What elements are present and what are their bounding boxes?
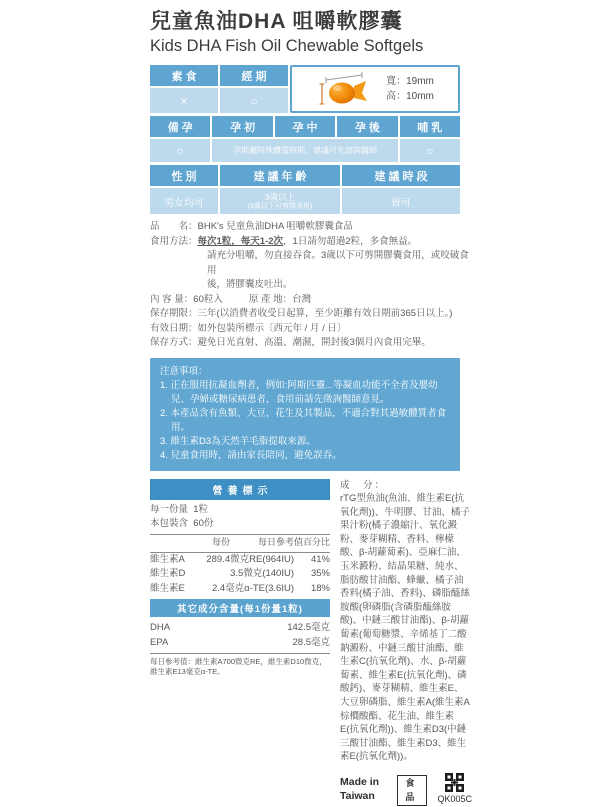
veg-header: 素食 xyxy=(150,65,218,86)
product-code: QK005C xyxy=(437,793,472,804)
nutrient-amount: 28.5毫克 xyxy=(292,637,330,648)
notice-item-4: 4. 兒童食用時，請由家長陪同，避免誤吞。 xyxy=(160,449,342,461)
nutrient-dv: 18% xyxy=(310,582,330,594)
time-value: 皆可 xyxy=(342,188,460,214)
info-line-storage xyxy=(150,336,470,351)
notice-item-3: 3. 維生素D3為天然羊毛脂提取來源。 xyxy=(160,435,316,447)
age-value-line1: 3歲以上 xyxy=(264,191,296,202)
nutrient-amount: 142.5毫克 xyxy=(287,622,330,633)
nutrition-column-headers xyxy=(150,535,330,549)
usage-dosage: 每次1粒，每天1-2次 xyxy=(197,235,284,247)
origin-label: 原 產 地： xyxy=(248,293,293,305)
nursing-header: 哺乳 xyxy=(400,116,460,137)
nutrient-dv: 35% xyxy=(310,568,330,579)
divider xyxy=(150,653,330,654)
product-info xyxy=(150,220,470,351)
product-title-zh: 兒童魚油DHA 咀嚼軟膠囊 xyxy=(150,10,403,33)
prep-pregnancy-header: 備孕 xyxy=(150,116,210,137)
pregnancy-note: 孕期屬特殊體質時期，建議可先諮詢醫師 xyxy=(212,139,397,162)
serving-label: 每一份量 xyxy=(150,503,189,515)
usage-rest: ，1日請勿超過2粒，多食無益。 xyxy=(283,235,418,247)
nutrient-name: EPA xyxy=(150,637,169,648)
daily-pct-header: 每日參考值百分比 xyxy=(257,536,330,547)
suitability-table-1 xyxy=(150,65,460,113)
notice-item-1: 1. 正在服用抗凝血劑者，例如:阿斯匹靈...等凝血功能不全者及嬰幼兒、孕婦或糖尿病患者，食用前請先徵詢醫師意見。 xyxy=(160,379,438,405)
made-in-taiwan: Made in Taiwan xyxy=(340,775,380,802)
nutrient-row-dha xyxy=(150,620,330,635)
qr-code-block xyxy=(437,773,472,807)
serving-line xyxy=(150,503,330,517)
shelf-label: 保存期限： xyxy=(150,308,198,319)
age-value-line2: (3歲以下可剪開食用) xyxy=(247,202,313,210)
mid-pregnancy-header: 孕中 xyxy=(275,116,335,137)
nutrient-name: DHA xyxy=(150,622,171,633)
label-page xyxy=(150,8,472,807)
package-label: 本包裝含 xyxy=(150,517,189,529)
prep-pregnancy-value: ○ xyxy=(150,139,210,162)
daily-value-footnote: 每日參考值：維生素A700微克RE，維生素D10微克，維生素E13毫克α-TE。 xyxy=(150,657,327,676)
nutrient-row-vitamin-d xyxy=(150,567,330,582)
notice-box xyxy=(150,358,460,471)
content-value: 60粒入 xyxy=(193,293,223,305)
info-line-expiry xyxy=(150,322,470,337)
gender-value: 男女均可 xyxy=(150,188,218,214)
nutrient-amount: 3.5微克(140IU) xyxy=(230,568,294,579)
capsule-size-box xyxy=(290,65,460,113)
package-line xyxy=(150,517,330,531)
ingredients-label: 成 分： xyxy=(340,479,387,491)
name-label: 品 名： xyxy=(150,221,198,232)
usage-line2: 請充分咀嚼，勿直接吞食。3歲以下可剪開膠囊食用，或咬破食用 xyxy=(207,250,469,276)
capsule-height: 高：10mm xyxy=(386,91,434,102)
ingredients-text: rTG型魚油(魚油、維生素E(抗氧化劑))、牛明膠、甘油、橘子果汁粉(橘子濃縮汁、氧化澱粉、麥芽糊精、香料、檸檬酸、β-胡蘿蔔素)、亞麻仁油、玉米澱粉、結晶果糖、純水、脂肪酸甘油酯、蜂蠟、橘子油香料(橘子油、香料)、磷脂醯絲胺酸(卵磷脂(含磷脂醯絲胺酸)、中鏈三酸甘油酯)、β-胡蘿蔔素(葡萄糖漿、辛烯基丁二酸鈉澱粉、中鏈三酸甘油酯、維生素C(抗氧化劑)、水、β-胡蘿蔔素、維生素E(抗氧化劑)、磷酸鈣)、麥芽糊精、維生素E、大豆卵磷脂、維生素A(維生素A棕櫚酸酯、花生油、維生素E(抗氧化劑))、維生素D3(中鏈三酸甘油酯、維生素D3、維生素E(抗氧化劑))。 xyxy=(340,493,470,763)
product-title-en: Kids DHA Fish Oil Chewable Softgels xyxy=(150,37,424,55)
content-label: 內 容 量： xyxy=(150,293,194,305)
storage-label: 保存方式： xyxy=(150,337,198,348)
usage-line3: 後，將膠囊皮吐出。 xyxy=(207,279,293,290)
qr-mark-icon xyxy=(445,773,464,792)
shelf-value: 三年(以消費者收受日起算，至少距離有效日期前365日以上。) xyxy=(197,308,453,319)
nutrient-dv: 41% xyxy=(310,553,330,565)
notice-title: 注意事項： xyxy=(160,365,208,377)
ingredients-panel xyxy=(340,479,472,807)
fish-capsule-icon xyxy=(316,71,378,107)
time-header: 建議時段 xyxy=(342,165,460,186)
period-header: 經期 xyxy=(220,65,288,86)
nutrient-row-vitamin-e xyxy=(150,582,330,597)
info-line-usage xyxy=(150,235,470,250)
nursing-value: ○ xyxy=(400,139,460,162)
other-ingredients-title: 其它成分含量(每1份量1粒) xyxy=(150,599,330,617)
origin-value: 台灣 xyxy=(292,293,312,305)
nutrient-amount: 2.4毫克α-TE(3.6IU) xyxy=(211,582,294,594)
info-line-shelf xyxy=(150,307,470,322)
period-value: ○ xyxy=(220,88,288,113)
age-value xyxy=(220,188,340,214)
age-header: 建議年齡 xyxy=(220,165,340,186)
storage-value: 避免日光直射、高溫、潮濕，開封後3個月內食用完畢。 xyxy=(197,337,431,348)
per-serving-header: 每份 xyxy=(211,536,230,547)
capsule-dimensions xyxy=(386,74,434,104)
nutrient-row-vitamin-a xyxy=(150,553,330,568)
nutrition-panel xyxy=(150,479,330,807)
name-value: BHK's 兒童魚油DHA 咀嚼軟膠囊食品 xyxy=(197,221,353,232)
capsule-width: 寬：19mm xyxy=(386,76,434,87)
info-line-name xyxy=(150,220,470,235)
info-line-content xyxy=(150,293,470,308)
suitability-table-2 xyxy=(150,116,460,162)
nutrient-name: 維生素A xyxy=(150,553,185,565)
usage-label: 食用方法： xyxy=(150,235,198,247)
serving-value: 1粒 xyxy=(193,503,209,515)
veg-value: × xyxy=(150,88,218,113)
notice-item-2: 2. 本產品含有魚類、大豆、花生及其製品，不適合對其過敏體質者食用。 xyxy=(160,407,447,433)
made-in-line xyxy=(340,773,472,807)
nutrition-title: 營養標示 xyxy=(150,479,330,500)
food-badge: 食品 xyxy=(397,775,427,806)
bottom-section xyxy=(150,479,472,807)
expiry-value: 如外包裝所標示〔西元年 / 月 / 日〕 xyxy=(197,322,347,334)
nutrient-name: 維生素E xyxy=(150,582,185,594)
post-pregnancy-header: 孕後 xyxy=(337,116,397,137)
nutrient-amount: 289.4微克RE(964IU) xyxy=(206,553,294,565)
package-value: 60份 xyxy=(193,517,214,529)
suitability-table-3 xyxy=(150,165,460,214)
nutrient-name: 維生素D xyxy=(150,568,186,579)
gender-header: 性別 xyxy=(150,165,218,186)
expiry-label: 有效日期： xyxy=(150,322,198,334)
nutrient-row-epa xyxy=(150,635,330,650)
early-pregnancy-header: 孕初 xyxy=(212,116,272,137)
